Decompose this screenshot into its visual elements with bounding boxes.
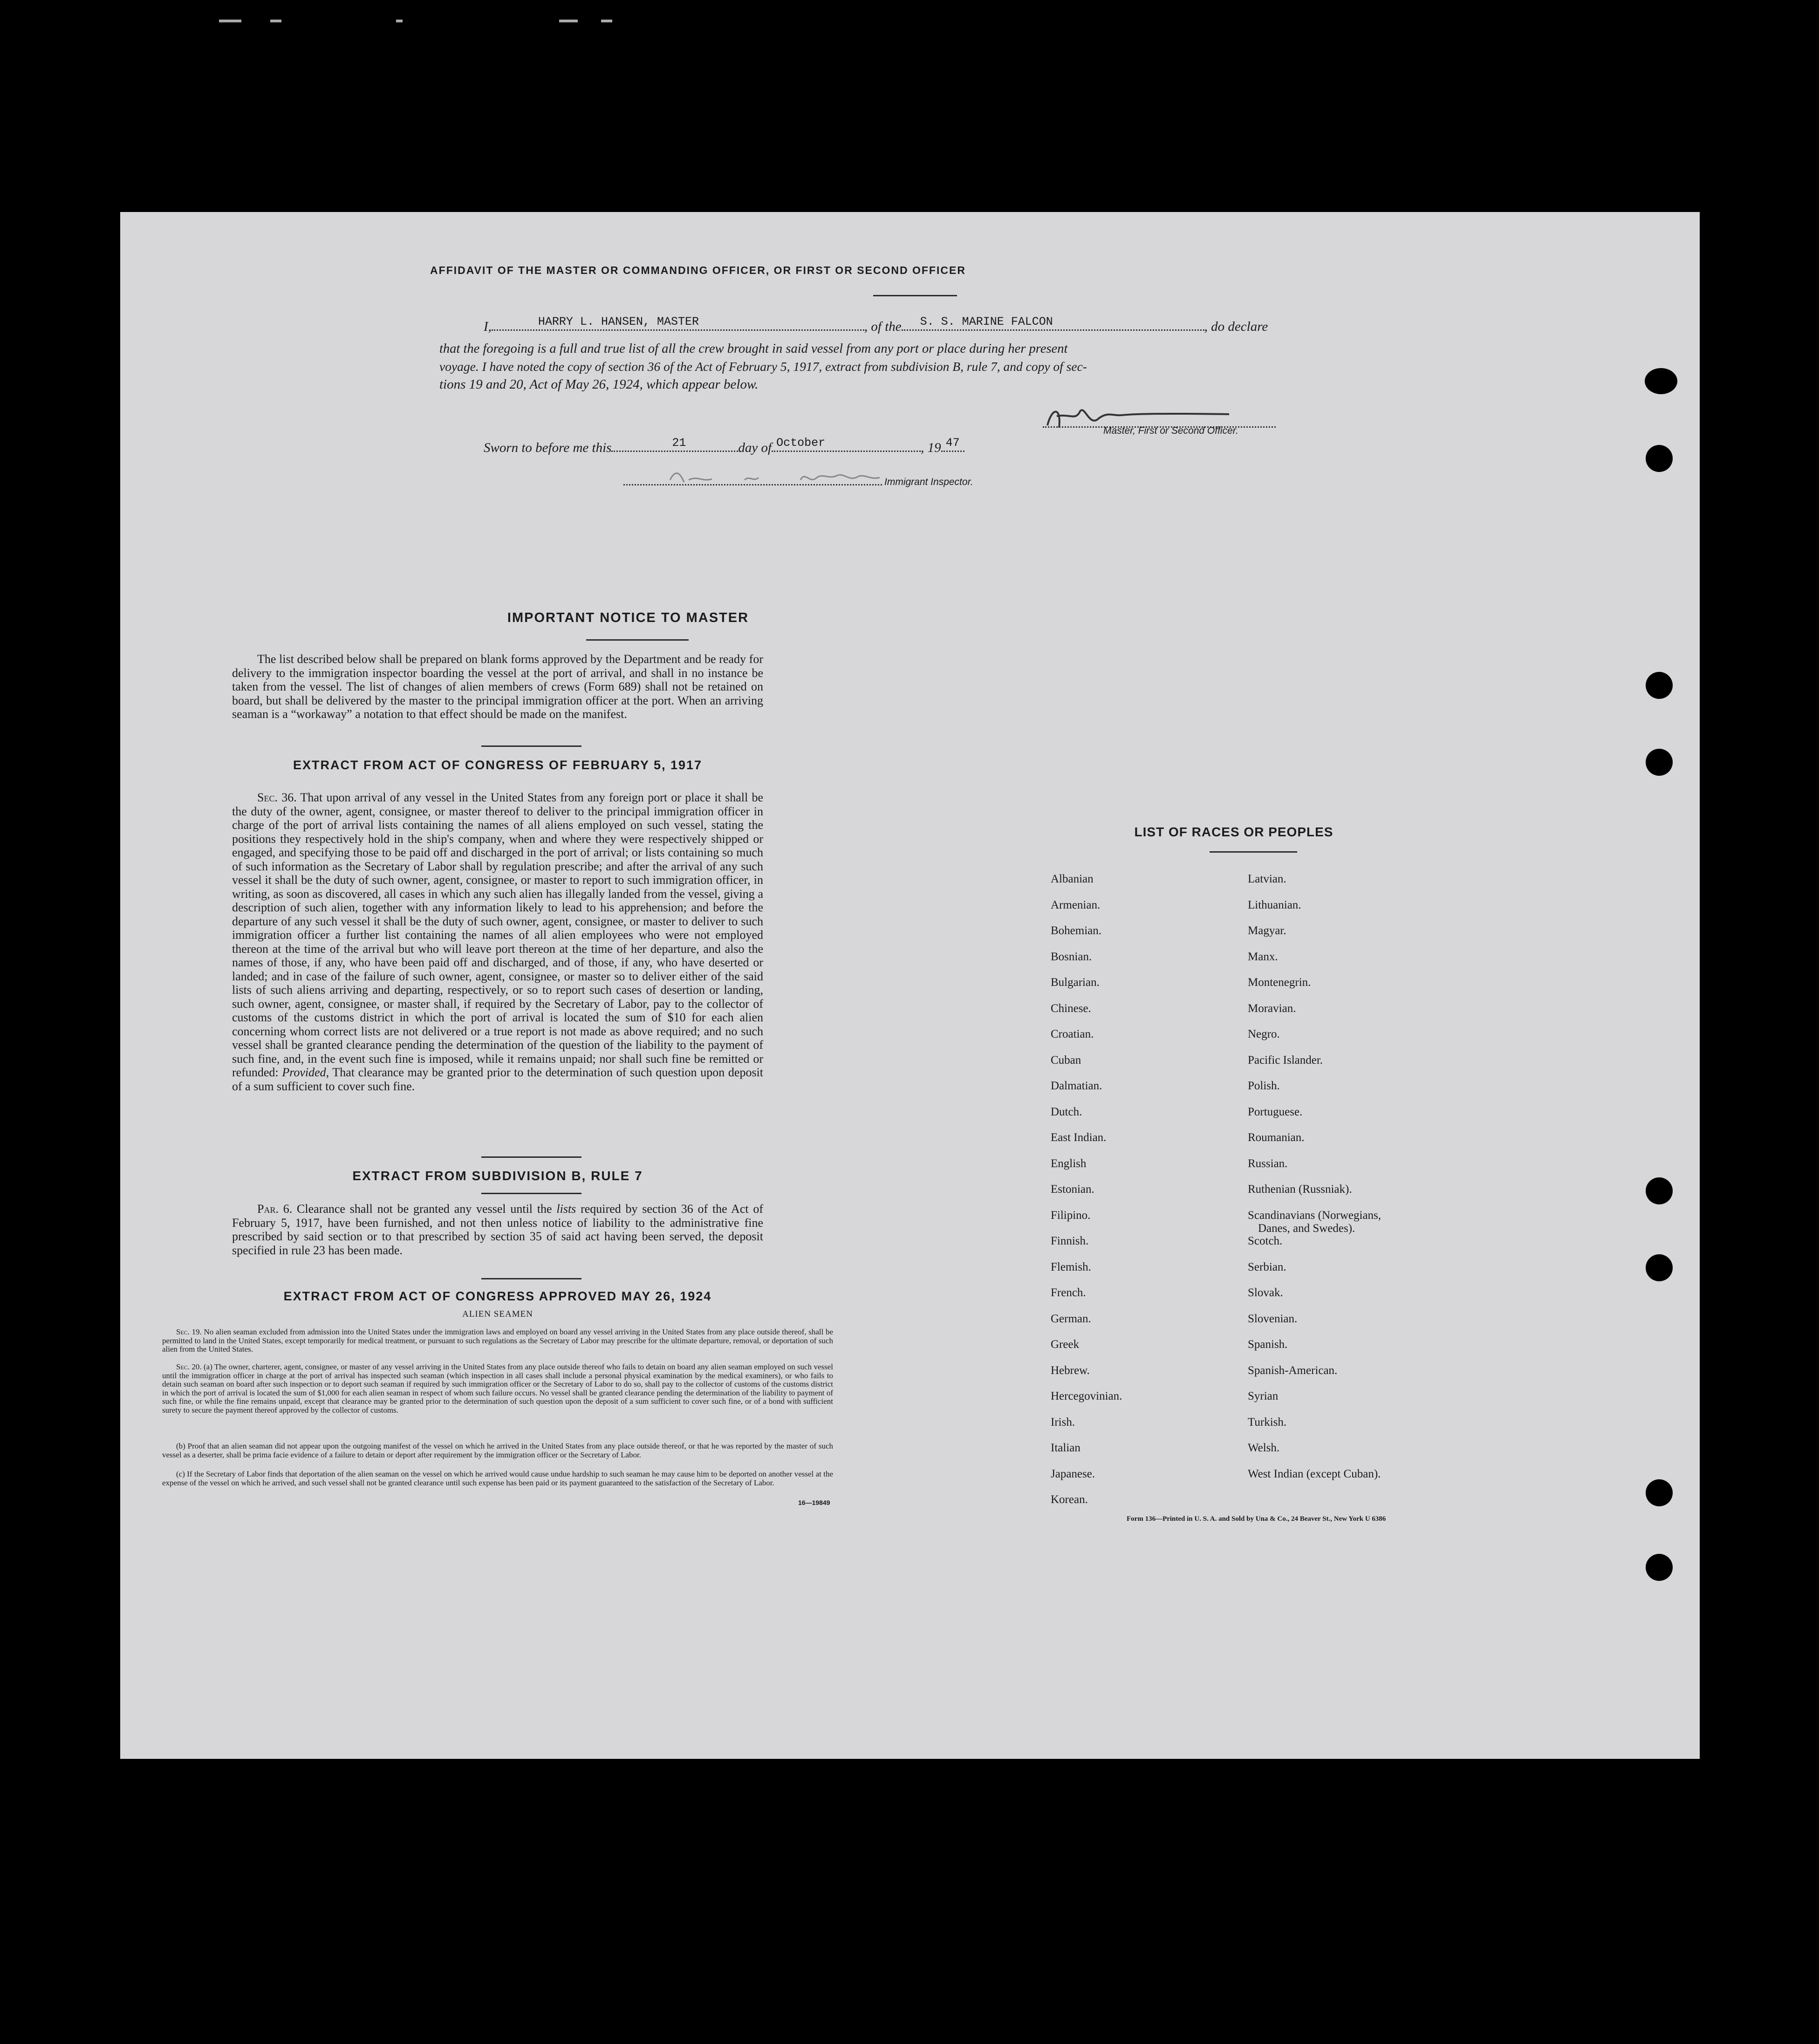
affidavit-line-1 xyxy=(484,315,1268,335)
scan-mark xyxy=(601,20,612,22)
sworn-month: October xyxy=(776,436,826,450)
race-item: Manx. xyxy=(1248,950,1278,963)
race-item: Hebrew. xyxy=(1051,1364,1090,1377)
act1924-sec19 xyxy=(162,1328,833,1354)
day-of-label: day of xyxy=(738,440,772,455)
race-item: Moravian. xyxy=(1248,1002,1296,1015)
race-item: English xyxy=(1051,1157,1087,1170)
sec20-label: Sec. 20. xyxy=(176,1362,202,1371)
race-item: Irish. xyxy=(1051,1415,1075,1429)
vessel-name-field xyxy=(902,315,1204,331)
master-name-field xyxy=(492,315,864,331)
master-caption: Master, First or Second Officer. xyxy=(1103,425,1238,436)
race-item: Russian. xyxy=(1248,1157,1288,1170)
race-item: Welsh. xyxy=(1248,1442,1280,1454)
print-code: 16—19849 xyxy=(798,1499,830,1506)
race-item: Italian xyxy=(1051,1442,1080,1454)
document-page xyxy=(120,212,1700,1759)
race-item: Korean. xyxy=(1051,1493,1088,1506)
race-item: Polish. xyxy=(1248,1080,1280,1092)
inspector-signature-line xyxy=(623,474,882,485)
race-item: Scotch. xyxy=(1248,1235,1283,1247)
section-rule xyxy=(481,745,581,747)
race-item: Finnish. xyxy=(1051,1235,1089,1247)
rule7-par: Par. 6. xyxy=(257,1202,293,1216)
sworn-line xyxy=(484,436,964,456)
race-item: Turkish. xyxy=(1248,1415,1287,1429)
of-the-label: , of the xyxy=(864,319,902,334)
master-name: HARRY L. HANSEN, MASTER xyxy=(538,315,699,328)
race-item: Flemish. xyxy=(1051,1260,1091,1273)
sec20a-text: (a) The owner, charterer, agent, consignee, or master of any vessel arriving in the United States from any place outside thereof who fails to detain on board any alien seaman employed on such vessel until the immigration officer in charge at the port of arrival has inspected such seaman (which inspection in all cases shall include a personal physical examination by the medical examiners), or who fails to detain such seaman on board after such inspection or to deport such seaman if required by such immigration officer or the Secretary of Labor to do so, shall pay to the collector of customs of the customs district in which the port of arrival is located the sum of $1,000 for each alien seaman in respect of whom such failure occurs. No vessel shall be granted clearance pending the determination of the liability to payment of such fine, or while the fine remains unpaid, except that clearance may be granted prior to the determination of such question upon the deposit of a sum sufficient to cover such fine, or of a bond with sufficient surety to secure the payment thereof approved by the collector of customs. xyxy=(162,1362,833,1415)
race-item: Dalmatian. xyxy=(1051,1080,1102,1092)
binder-hole xyxy=(1646,749,1673,776)
races-rule xyxy=(1210,851,1297,853)
act1917-body: That upon arrival of any vessel in the United States from any foreign port or place it shall be the duty of the owner, agent, consignee, or master thereof to deliver to the principal immigration officer in charge of the port of arrival lists containing the names of all aliens employed on such vessel, stating the positions they respectively hold in the ship's company, when and where they were respectively shipped or engaged, and specifying those to be paid off and discharged in the port of arrival; or lists containing so much of such information as the Secretary of Labor shall by regulation prescribe; and after the arrival of any such vessel it shall be the duty of such owner, agent, consignee, or master to report to such immigration officer, in writing, as soon as discovered, all cases in which any such alien has illegally landed from the vessel, giving a description of such alien, together with any information likely to lead to his apprehension; and before the departure of any such vessel it shall be the duty of such owner, agent, consignee, or master to deliver to such immigration officer a further list containing the names of all alien employees who were not employed thereon at the time of the arrival but who will leave port thereon at the time of her departure, and also the names of those, if any, who have been paid off and discharged, and of those, if any, who have deserted or landed; and in case of the failure of such owner, agent, consignee, or master so to deliver either of the said lists of such aliens arriving and departing, respectively, or so to report such cases of desertion or landing, such owner, agent, consignee, or master shall, if required by the Secretary of Labor, pay to the collector of customs of the customs district in which the port of arrival is located the sum of $10 for each alien concerning whom correct lists are not delivered or a true report is not made as above required; and no such vessel shall be granted clearance pending the determination of the question of the liability to the payment of such fine, and, in the event such fine is imposed, while it remains unpaid; nor shall such fine be remitted or refunded: xyxy=(232,791,763,1079)
race-item: Spanish. xyxy=(1248,1338,1288,1351)
notice-heading: IMPORTANT NOTICE TO MASTER xyxy=(507,610,749,625)
year-prefix: , 19 xyxy=(921,440,941,455)
inspector-caption: Immigrant Inspector. xyxy=(884,477,973,487)
race-item: Greek xyxy=(1051,1338,1080,1351)
scan-mark xyxy=(219,20,241,22)
race-item: Armenian. xyxy=(1051,898,1101,911)
sec19-label: Sec. 19. xyxy=(176,1327,202,1336)
rule7-body-b: required by section 36 of the Act of February 5, 1917, have been furnished, and not then unless notice of liability to the administrative fine prescribed by said section or to that prescribed by section 35 of said act having been served, the deposit specified in rule 23 has been made. xyxy=(232,1202,764,1257)
race-item: Pacific Islander. xyxy=(1248,1053,1323,1066)
race-item: Scandinavians (Norwegians, xyxy=(1248,1209,1381,1222)
race-item: French. xyxy=(1051,1286,1086,1299)
race-item: Magyar. xyxy=(1248,924,1286,937)
race-item: Montenegrin. xyxy=(1248,976,1311,989)
act1924-sec20b: (b) Proof that an alien seaman did not appear upon the outgoing manifest of the vessel on which he arrived in the United States from any place outside thereof, or that he was reported by the master of such vessel as a deserter, shall be prima facie evidence of a failure to detain or deport after requirement by the immigration officer or the Secretary of Labor. xyxy=(162,1442,833,1459)
binder-hole xyxy=(1645,368,1677,394)
act1917-provided: Provided, xyxy=(282,1066,329,1079)
race-item: Serbian. xyxy=(1248,1260,1286,1273)
sworn-year: 47 xyxy=(945,436,960,450)
binder-hole xyxy=(1646,672,1673,699)
race-item: Slovenian. xyxy=(1248,1312,1298,1325)
act1924-sec20c: (c) If the Secretary of Labor finds that deportation of the alien seaman on the vessel on which he arrived would cause undue hardship to such seaman he may cause him to be deported on another vessel at the expense of the vessel on which he arrived, and such vessel shall not be granted clearance until such expense has been paid or its payment guaranteed to the satisfaction of the Secretary of Labor. xyxy=(162,1470,833,1487)
race-item: Croatian. xyxy=(1051,1028,1094,1040)
vessel-name: S. S. MARINE FALCON xyxy=(920,315,1053,328)
act1917-body-end: That clearance may be granted prior to the determination of such question upon deposit of a sum sufficient to cover such fine. xyxy=(232,1066,764,1093)
race-item: Syrian xyxy=(1248,1390,1279,1402)
race-item: Danes, and Swedes). xyxy=(1258,1222,1355,1235)
act1924-heading: EXTRACT FROM ACT OF CONGRESS APPROVED MAY 26, 1924 xyxy=(283,1289,712,1303)
race-item: Hercegovinian. xyxy=(1051,1390,1122,1402)
binder-hole xyxy=(1646,1254,1673,1281)
scan-mark xyxy=(270,20,281,22)
affidavit-line-2: that the foregoing is a full and true list of all the crew brought in said vessel from any port or place during her present xyxy=(439,342,1068,356)
race-item: Dutch. xyxy=(1051,1105,1082,1118)
race-item: Roumanian. xyxy=(1248,1131,1305,1144)
races-heading: LIST OF RACES OR PEOPLES xyxy=(1134,825,1333,839)
affidavit-line-4: tions 19 and 20, Act of May 26, 1924, which appear below. xyxy=(439,377,759,392)
race-item: Lithuanian. xyxy=(1248,898,1301,911)
do-declare-label: , do declare xyxy=(1204,319,1268,334)
act1917-heading: EXTRACT FROM ACT OF CONGRESS OF FEBRUARY 5, 1917 xyxy=(293,758,703,772)
binder-hole xyxy=(1646,1177,1673,1204)
race-item: Portuguese. xyxy=(1248,1105,1303,1118)
race-item: Albanian xyxy=(1051,873,1094,885)
affidavit-rule xyxy=(873,295,957,296)
binder-hole xyxy=(1646,1554,1673,1581)
rule7-text xyxy=(232,1202,763,1257)
sec19-text: No alien seaman excluded from admission into the United States under the immigration laws and employed on board any vessel arriving in the United States from any place outside thereof, shall be permitted to land in the United States, except temporarily for medical treatment, or pursuant to such regulations as the Secretary of Labor may prescribe for the ultimate departure, removal, or deportation of such alien from the United States. xyxy=(162,1327,834,1354)
affidavit-heading: AFFIDAVIT OF THE MASTER OR COMMANDING OFFICER, OR FIRST OR SECOND OFFICER xyxy=(430,264,966,276)
race-item: Japanese. xyxy=(1051,1467,1095,1480)
scan-mark xyxy=(396,20,403,22)
section-rule xyxy=(481,1278,581,1279)
sworn-day-field xyxy=(611,436,738,452)
scan-mark xyxy=(559,20,578,22)
race-item: Negro. xyxy=(1248,1028,1280,1040)
i-label: I, xyxy=(484,319,492,334)
form-footer: Form 136—Printed in U. S. A. and Sold by Una & Co., 24 Beaver St., New York U 6386 xyxy=(1127,1515,1386,1523)
race-item: Slovak. xyxy=(1248,1286,1283,1299)
sworn-day: 21 xyxy=(672,436,686,450)
rule7-body-a: Clearance shall not be granted any vessel until the xyxy=(297,1202,552,1216)
binder-hole xyxy=(1646,445,1673,472)
sworn-year-field xyxy=(941,436,964,452)
race-item: Filipino. xyxy=(1051,1209,1091,1222)
race-item: Bosnian. xyxy=(1051,950,1092,963)
race-item: East Indian. xyxy=(1051,1131,1107,1144)
race-item: Ruthenian (Russniak). xyxy=(1248,1183,1352,1196)
act1917-text xyxy=(232,791,763,1093)
race-item: German. xyxy=(1051,1312,1091,1325)
sworn-month-field xyxy=(772,436,921,452)
race-item: Cuban xyxy=(1051,1053,1081,1066)
race-item: Chinese. xyxy=(1051,1002,1091,1015)
affidavit-line-3: voyage. I have noted the copy of section 36 of the Act of February 5, 1917, extract from subdivision B, rule 7, and copy of sec- xyxy=(439,359,1087,374)
race-item: Spanish-American. xyxy=(1248,1364,1338,1377)
section-rule xyxy=(481,1193,581,1194)
rule7-heading: EXTRACT FROM SUBDIVISION B, RULE 7 xyxy=(352,1169,643,1183)
race-item: Estonian. xyxy=(1051,1183,1094,1196)
section-rule xyxy=(481,1156,581,1158)
act1924-sec20a xyxy=(162,1363,833,1415)
race-item: West Indian (except Cuban). xyxy=(1248,1467,1381,1480)
binder-hole xyxy=(1646,1479,1673,1506)
race-item: Bulgarian. xyxy=(1051,976,1100,989)
act1917-section: Sec. 36. xyxy=(257,791,297,804)
rule7-lists: lists xyxy=(556,1202,576,1216)
notice-text: The list described below shall be prepared on blank forms approved by the Department and be ready for delivery to the immigration inspector boarding the vessel at the port of arrival, and shall in no instance be taken from the vessel. The list of changes of alien members of crews (Form 689) shall not be retained on board, but shall be delivered by the master to the principal immigration officer at the port. When an arriving seaman is a “workaway” a notation to that effect should be made on the manifest. xyxy=(232,652,763,721)
sworn-label: Sworn to before me this xyxy=(484,440,612,455)
notice-rule xyxy=(586,639,689,641)
race-item: Latvian. xyxy=(1248,873,1286,885)
act1924-subheading: ALIEN SEAMEN xyxy=(462,1309,533,1319)
race-item: Bohemian. xyxy=(1051,924,1102,937)
